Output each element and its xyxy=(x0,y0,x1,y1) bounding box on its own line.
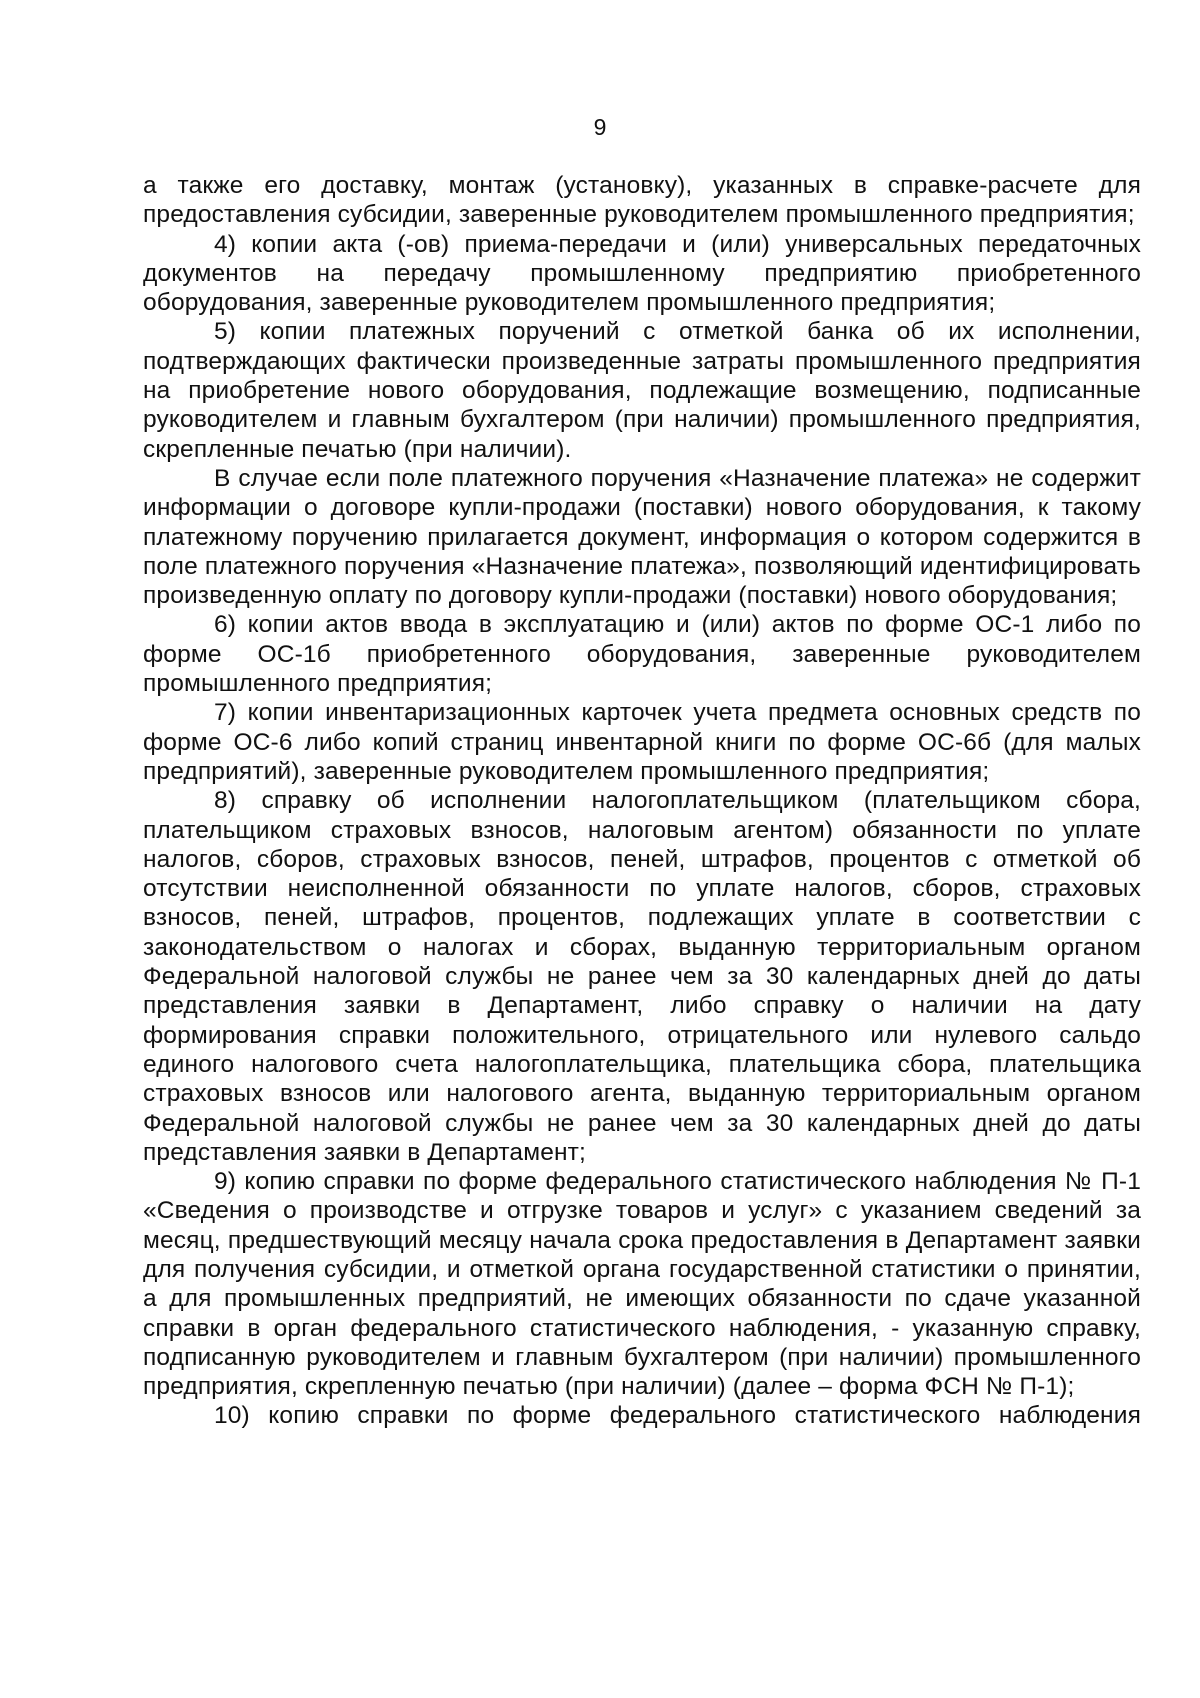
text-line: 9) копию справки по форме федерального статистического наблюдения xyxy=(214,1168,1057,1196)
text-line: предприятия на приобретение нового оборудования, подлежащие возмещению, xyxy=(143,347,1141,405)
text-line: представления заявки в Департамент; xyxy=(143,1138,586,1166)
paragraph xyxy=(143,171,1141,230)
text-line: государственной статистики о принятии, а для промышленных предприятий, xyxy=(143,1255,1141,1313)
text-line: 8) справку об исполнении налогоплательщиком (плательщиком сбора, xyxy=(214,787,1141,815)
paragraph xyxy=(143,698,1141,786)
text-line: не имеющих обязанности по сдаче указанной справки в орган федерального xyxy=(143,1285,1141,1342)
text-line: единого налогового счета налогоплательщика, плательщика сбора, плательщика xyxy=(143,1050,1141,1078)
text-line: информация о котором содержится в поле платежного поручения «Назначение xyxy=(143,523,1141,580)
text-line: налогов, сборов, страховых взносов, пеней, штрафов, процентов с отметкой об xyxy=(143,845,1141,873)
text-line: статистического наблюдения, - указанную справку, подписанную руководителем xyxy=(143,1314,1141,1371)
text-line: предоставления субсидии, заверенные руководителем промышленного xyxy=(143,201,973,229)
text-line: форме ОС-1б приобретенного оборудования, заверенные руководителем xyxy=(143,640,1141,668)
page-number: 9 xyxy=(593,114,607,140)
text-line: страховых взносов или налогового агента, выданную территориальным органом xyxy=(143,1080,1141,1108)
text-line: № П-1 «Сведения о производстве и отгрузке товаров и услуг» с указанием xyxy=(143,1168,1142,1225)
text-line: оборудования, к такому платежному поручению прилагается документ, xyxy=(143,494,1142,551)
text-line: промышленного предприятия; xyxy=(143,670,493,698)
paragraph xyxy=(143,610,1141,698)
text-line: Департамент заявки для получения субсидии, и отметкой органа xyxy=(143,1226,1142,1283)
text-line: и главным бухгалтером (при наличии) промышленного предприятия, xyxy=(143,1343,1141,1401)
text-line: Федеральной налоговой службы не ранее чем за 30 календарных дней до даты xyxy=(143,963,1141,991)
text-line: не содержит информации о договоре купли-продажи (поставки) нового xyxy=(143,464,1141,522)
text-line: по форме ОС-6 либо копий страниц инвентарной книги по форме ОС-6б (для xyxy=(143,699,1141,756)
text-line: документов на передачу промышленному предприятию приобретенного xyxy=(143,259,1141,287)
paragraph xyxy=(143,464,1141,610)
text-line: 10) копию справки по форме федерального статистического наблюдения xyxy=(214,1402,1141,1430)
text-line: платежа», позволяющий идентифицировать произведенную оплату по договору xyxy=(143,552,1141,610)
text-line: купли-продажи (поставки) нового оборудования; xyxy=(558,582,1118,610)
text-line: 6) копии актов ввода в эксплуатацию и (или) актов по форме ОС-1 либо по xyxy=(214,611,1141,639)
text-line: плательщиком страховых взносов, налоговым агентом) обязанности по уплате xyxy=(143,816,1141,844)
paragraph xyxy=(143,1167,1141,1401)
text-line: а также его доставку, монтаж (установку), указанных в справке-расчете для xyxy=(143,172,1141,199)
text-line: малых предприятий), заверенные руководителем промышленного предприятия; xyxy=(143,728,1141,785)
paragraph xyxy=(143,1401,1141,1430)
document-body xyxy=(143,171,1141,1431)
text-line: В случае если поле платежного поручения «Назначение платежа» xyxy=(214,464,989,492)
text-line: взносов, пеней, штрафов, процентов, подлежащих уплате в соответствии с xyxy=(143,904,1141,932)
text-line: 7) копии инвентаризационных карточек учета предмета основных средств xyxy=(214,699,1103,727)
text-line: сведений за месяц, предшествующий месяцу начала срока предоставления в xyxy=(143,1197,1141,1254)
text-line: Федеральной налоговой службы не ранее чем за 30 календарных дней до даты xyxy=(143,1109,1141,1137)
text-line: представления заявки в Департамент, либо справку о наличии на дату xyxy=(143,992,1141,1020)
text-line: подписанные руководителем и главным бухгалтером (при наличии) xyxy=(143,377,1141,434)
text-line: законодательством о налогах и сборах, выданную территориальным органом xyxy=(143,933,1141,961)
text-line: формирования справки положительного, отрицательного или нулевого сальдо xyxy=(143,1021,1141,1049)
text-line: предприятия; xyxy=(979,201,1135,229)
text-line: отсутствии неисполненной обязанности по уплате налогов, сборов, страховых xyxy=(143,875,1141,903)
text-line: оборудования, заверенные руководителем промышленного предприятия; xyxy=(143,289,996,317)
paragraph xyxy=(143,317,1141,463)
paragraph xyxy=(143,786,1141,1167)
text-line: 5) копии платежных поручений с отметкой банка об их исполнении, xyxy=(214,318,1141,346)
text-line: подтверждающих фактически произведенные затраты промышленного xyxy=(143,347,983,375)
text-line: скрепленную печатью (при наличии) (далее – форма ФСН № П-1); xyxy=(304,1373,1075,1401)
text-line: 4) копии акта (-ов) приема-передачи и (или) универсальных передаточных xyxy=(214,230,1141,258)
paragraph xyxy=(143,230,1141,318)
text-line: промышленного предприятия, скрепленные печатью (при наличии). xyxy=(143,406,1141,463)
